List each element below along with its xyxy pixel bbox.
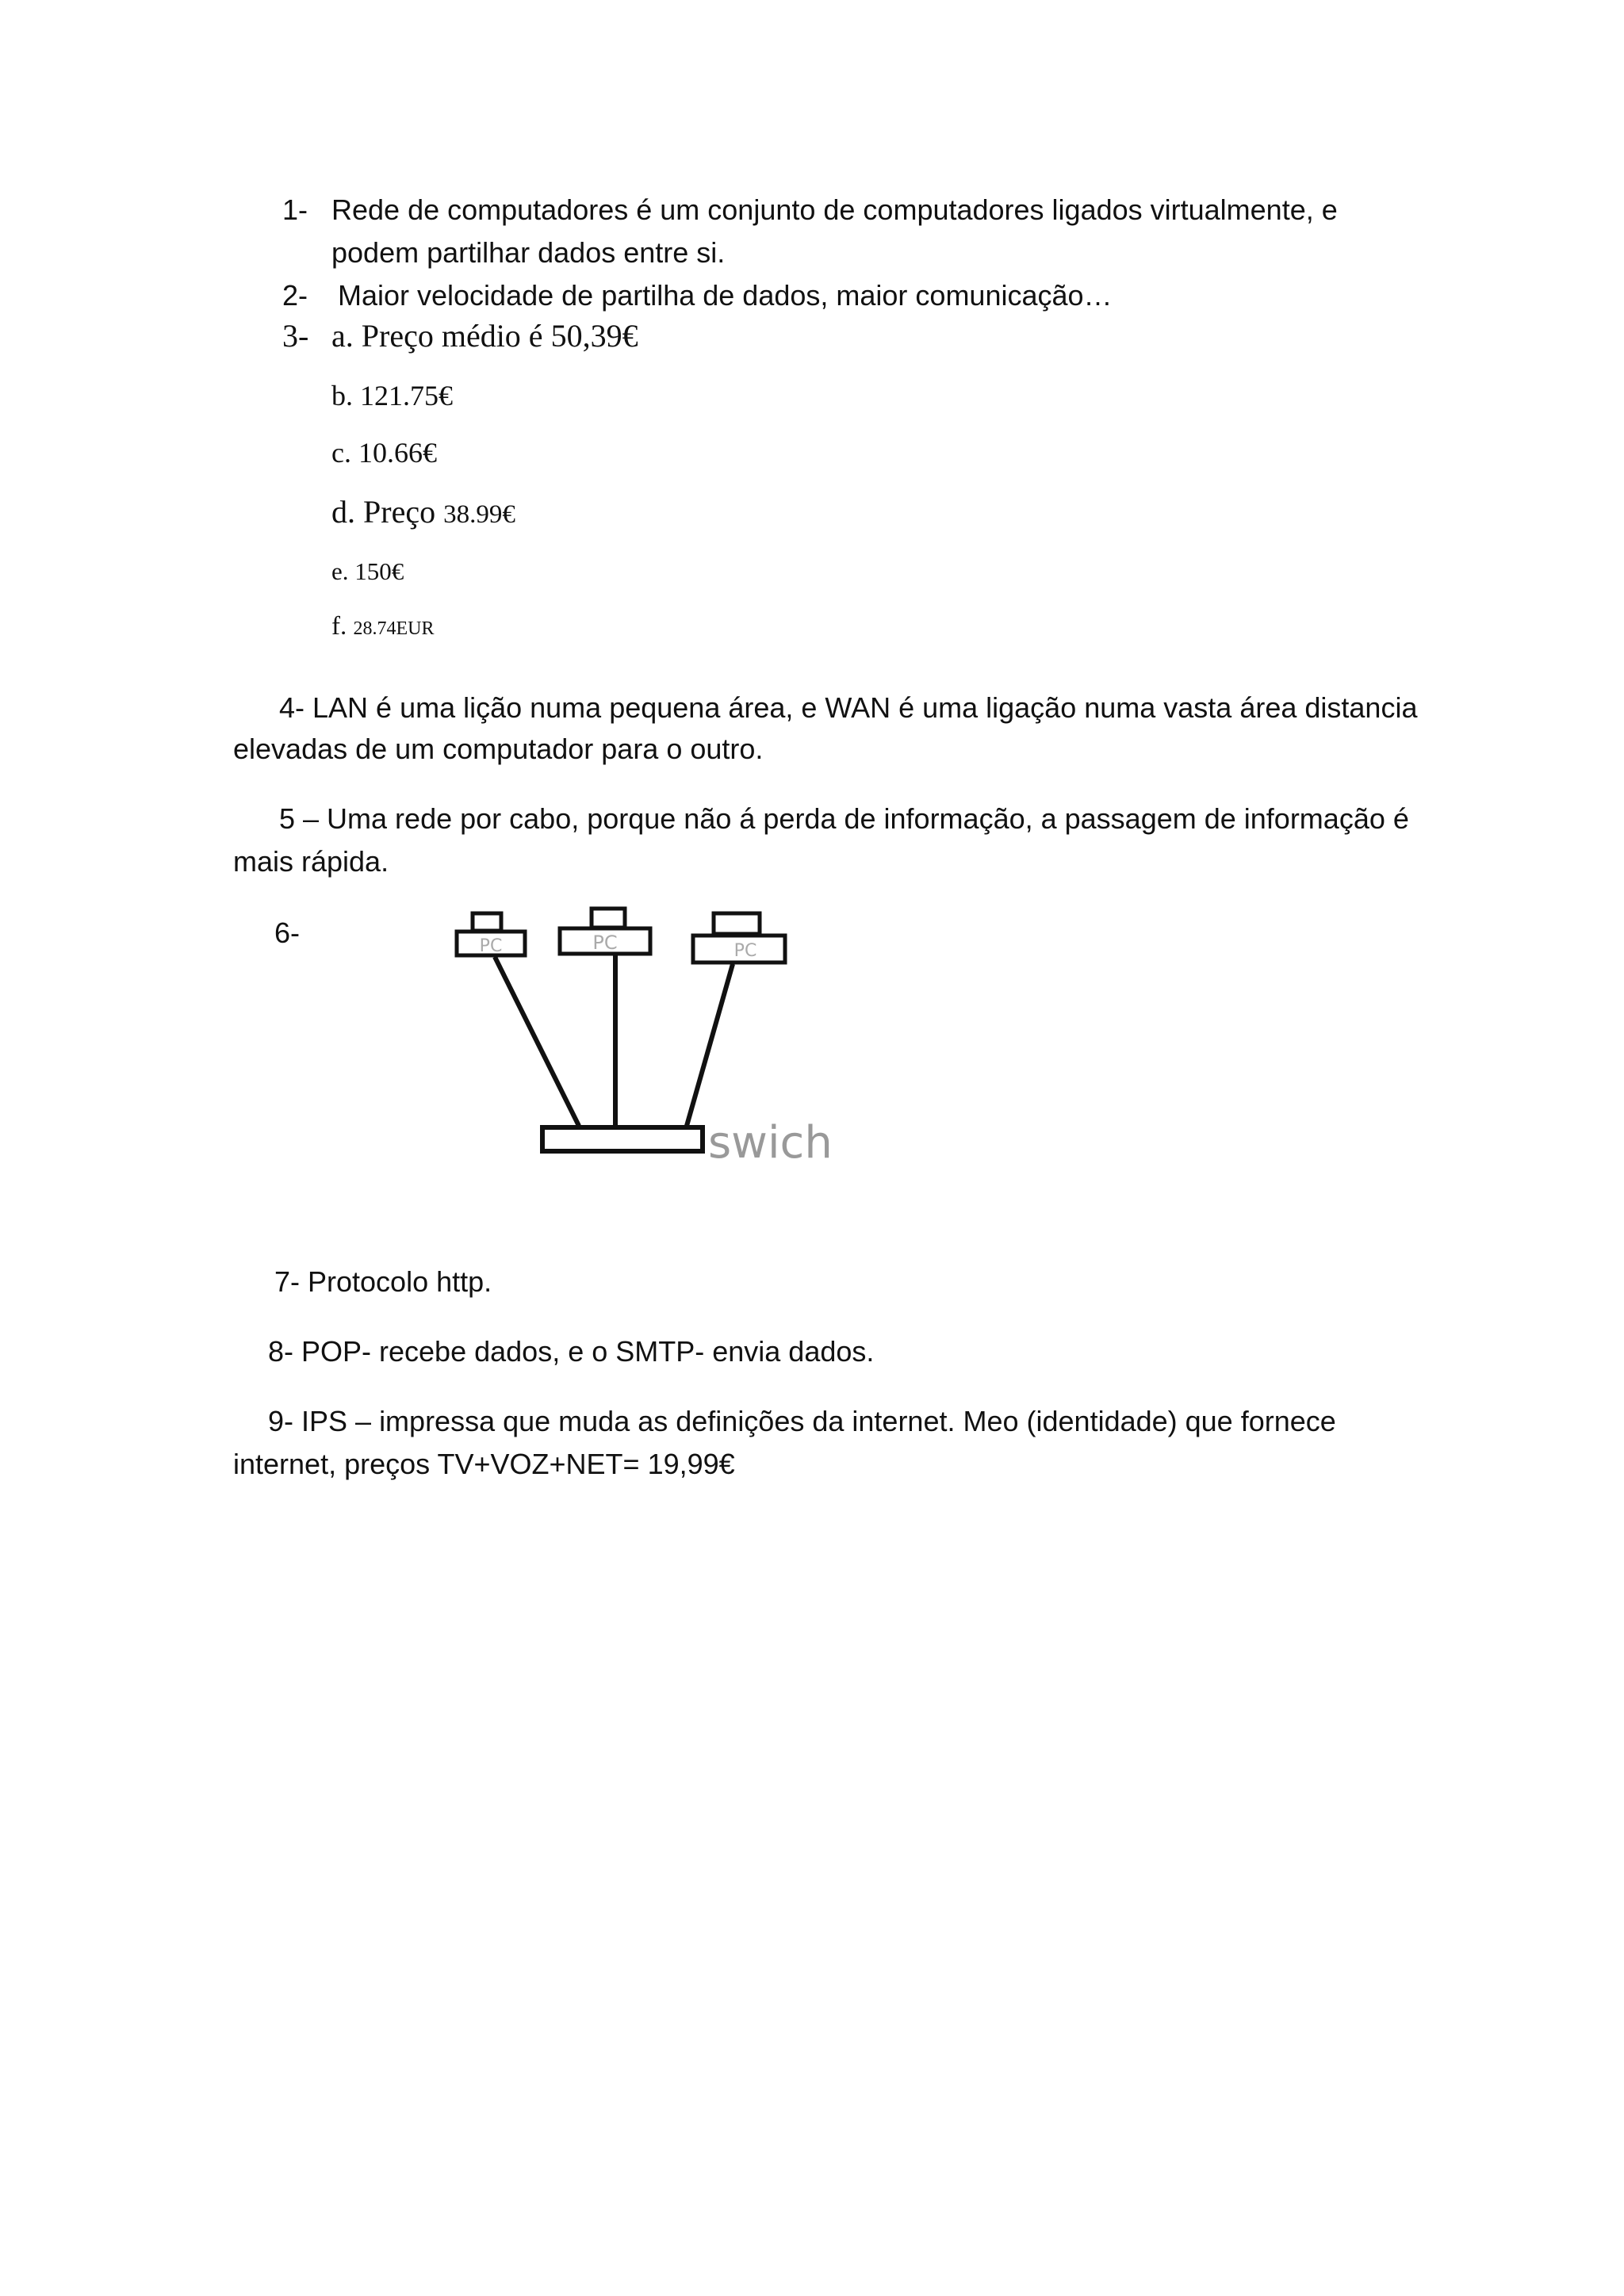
question-1-text-line2: podem partilhar dados entre si.	[331, 236, 726, 269]
question-5-line1: 5 – Uma rede por cabo, porque não á perda de informação, a passagem de informação é	[279, 802, 1409, 835]
question-2-text: Maior velocidade de partilha de dados, maior comunicação…	[338, 279, 1113, 312]
question-9-line1: 9- IPS – impressa que muda as definições da internet. Meo (identidade) que fornece	[268, 1405, 1336, 1437]
pc-3-label: PC	[733, 941, 757, 961]
question-2-number: 2-	[282, 279, 308, 312]
pc-2-label: PC	[592, 932, 618, 954]
pc-1-label: PC	[479, 936, 503, 956]
cable-pc-3	[687, 964, 733, 1126]
question-7: 7- Protocolo http.	[274, 1265, 492, 1298]
question-1-number: 1-	[282, 193, 308, 226]
question-3-answer-c: c. 10.66€	[331, 437, 437, 469]
question-3-answer-d-label: d. Preço	[331, 494, 436, 530]
pc-2	[560, 909, 650, 954]
switch-label: swich	[708, 1117, 833, 1169]
question-9-line2: internet, preços TV+VOZ+NET= 19,99€	[233, 1448, 735, 1480]
question-8: 8- POP- recebe dados, e o SMTP- envia dados.	[268, 1335, 875, 1368]
question-3-number: 3-	[282, 318, 309, 354]
question-3-answer-b: b. 121.75€	[331, 380, 453, 411]
question-4-line2: elevadas de um computador para o outro.	[233, 733, 764, 765]
question-3-answer-f-label: f.	[331, 612, 347, 641]
question-3-answer-f-value: 28.74EUR	[353, 618, 435, 639]
question-6-number: 6-	[274, 916, 301, 949]
pc-3	[693, 913, 785, 962]
pc-1	[457, 913, 525, 956]
switch-box	[542, 1127, 703, 1151]
question-3-answer-a: a. Preço médio é 50,39€	[331, 318, 638, 354]
question-1-text-line1: Rede de computadores é um conjunto de computadores ligados virtualmente, e	[331, 193, 1338, 226]
cable-pc-1	[495, 957, 579, 1126]
question-5-line2: mais rápida.	[233, 845, 389, 878]
question-3-answer-d-value: 38.99€	[443, 500, 515, 529]
question-3-answer-e: e. 150€	[331, 557, 404, 585]
question-4-line1: 4- LAN é uma lição numa pequena área, e WAN é uma ligação numa vasta área distancia	[279, 691, 1418, 724]
